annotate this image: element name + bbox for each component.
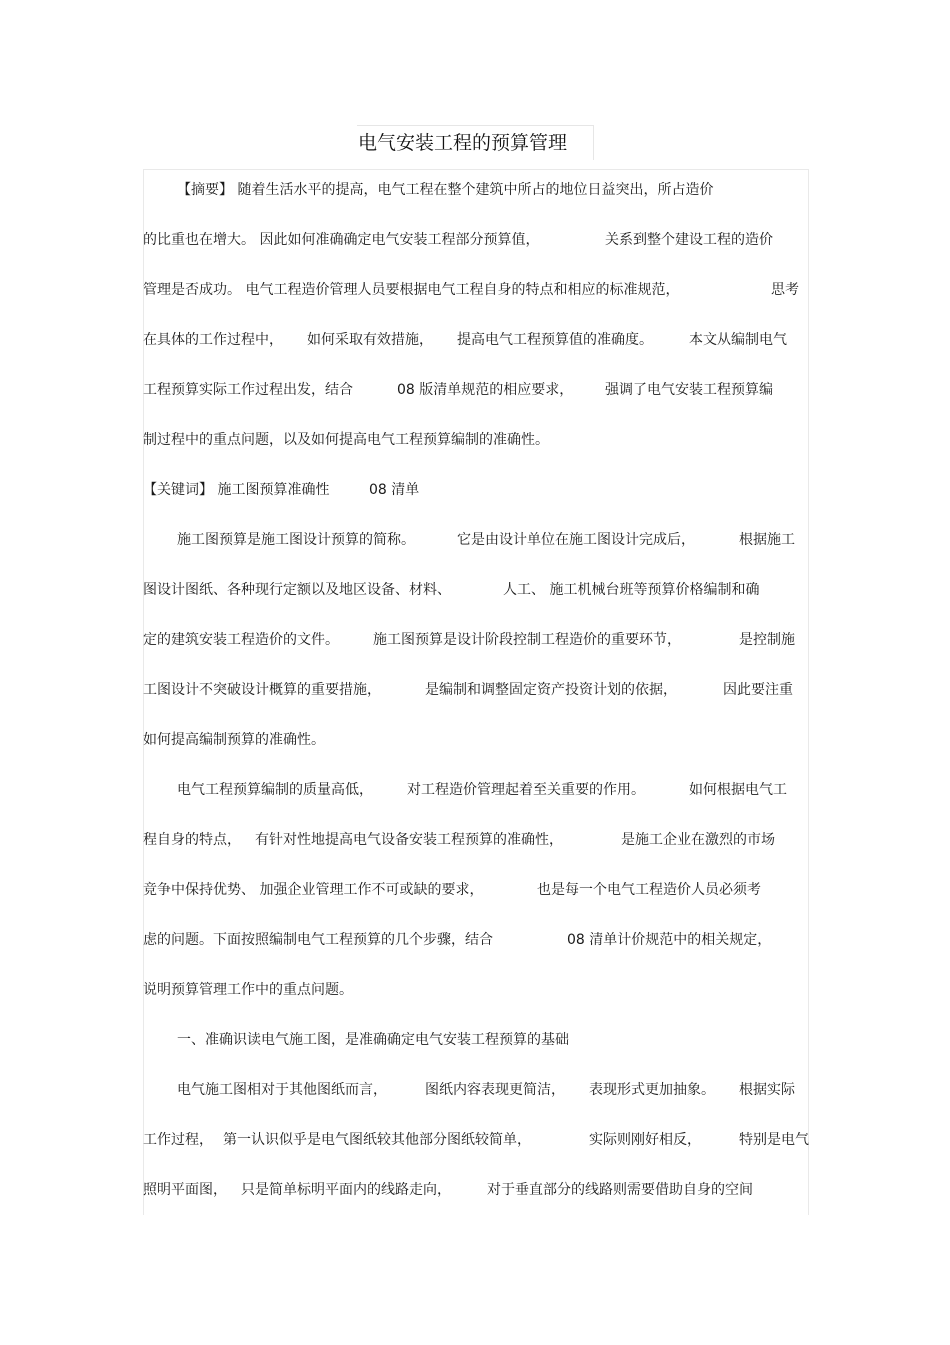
text-segment: 如何提高编制预算的准确性。: [143, 732, 325, 748]
text-line: [143, 428, 807, 452]
text-segment: 强调了电气安装工程预算编: [605, 382, 773, 398]
text-segment: 【摘要】 随着生活水平的提高，电气工程在整个建筑中所占的地位日益突出，所占造价: [177, 182, 714, 198]
text-segment: 【关键词】 施工图预算准确性: [143, 482, 330, 498]
text-segment: 程自身的特点，: [143, 832, 241, 848]
text-segment: 08 清单计价规范中的相关规定，: [567, 932, 772, 948]
text-segment: 08 版清单规范的相应要求，: [397, 382, 574, 398]
text-line: [143, 578, 807, 602]
text-segment: 人工、 施工机械台班等预算价格编制和确: [503, 582, 760, 598]
text-line: [143, 978, 807, 1002]
text-segment: 根据施工: [739, 532, 795, 548]
text-segment: 虑的问题。下面按照编制电气工程预算的几个步骤，结合: [143, 932, 493, 948]
text-segment: 一、准确识读电气施工图，是准确确定电气安装工程预算的基础: [177, 1032, 569, 1048]
text-line: [143, 278, 807, 302]
text-line: [143, 628, 807, 652]
text-segment: 图设计图纸、各种现行定额以及地区设备、材料、: [143, 582, 451, 598]
text-line: [143, 678, 807, 702]
text-segment: 它是由设计单位在施工图设计完成后，: [457, 532, 695, 548]
text-segment: 工程预算实际工作过程出发，结合: [143, 382, 353, 398]
text-segment: 电气工程预算编制的质量高低，: [177, 782, 373, 798]
text-line: [143, 1128, 807, 1152]
text-line: [143, 778, 807, 802]
text-segment: 管理是否成功。 电气工程造价管理人员要根据电气工程自身的特点和相应的标准规范，: [143, 282, 680, 298]
text-segment: 说明预算管理工作中的重点问题。: [143, 982, 353, 998]
text-segment: 本文从编制电气: [689, 332, 787, 348]
text-segment: 工图设计不突破设计概算的重要措施，: [143, 682, 381, 698]
text-segment: 制过程中的重点问题，以及如何提高电气工程预算编制的准确性。: [143, 432, 549, 448]
text-segment: 如何采取有效措施，: [307, 332, 433, 348]
text-segment: 因此要注重: [723, 682, 793, 698]
text-line: [143, 478, 807, 502]
text-line: [143, 178, 807, 202]
text-segment: 是编制和调整固定资产投资计划的依据，: [425, 682, 677, 698]
text-segment: 实际则刚好相反，: [589, 1132, 701, 1148]
text-segment: 竞争中保持优势、 加强企业管理工作不可或缺的要求，: [143, 882, 484, 898]
text-line: [143, 1028, 807, 1052]
text-segment: 如何根据电气工: [689, 782, 787, 798]
text-segment: 只是简单标明平面内的线路走向，: [241, 1182, 451, 1198]
text-segment: 施工图预算是施工图设计预算的简称。: [177, 532, 415, 548]
text-segment: 有针对性地提高电气设备安装工程预算的准确性，: [255, 832, 563, 848]
text-segment: 是控制施: [739, 632, 795, 648]
text-line: [143, 928, 807, 952]
text-segment: 表现形式更加抽象。: [589, 1082, 715, 1098]
text-segment: 电气施工图相对于其他图纸而言，: [177, 1082, 387, 1098]
text-segment: 对于垂直部分的线路则需要借助自身的空间: [487, 1182, 753, 1198]
text-line: [143, 728, 807, 752]
text-segment: 的比重也在增大。 因此如何准确确定电气安装工程部分预算值，: [143, 232, 540, 248]
text-line: [143, 378, 807, 402]
text-segment: 也是每一个电气工程造价人员必须考: [537, 882, 761, 898]
text-line: [143, 1178, 807, 1202]
text-segment: 思考: [771, 282, 799, 298]
text-segment: 根据实际: [739, 1082, 795, 1098]
text-segment: 08 清单: [369, 482, 420, 498]
text-segment: 是施工企业在激烈的市场: [621, 832, 775, 848]
text-line: [143, 828, 807, 852]
text-line: [143, 1078, 807, 1102]
text-segment: 特别是电气: [739, 1132, 809, 1148]
document-title: 电气安装工程的预算管理: [358, 132, 568, 154]
text-line: [143, 528, 807, 552]
text-line: [143, 878, 807, 902]
text-segment: 定的建筑安装工程造价的文件。: [143, 632, 339, 648]
text-segment: 提高电气工程预算值的准确度。: [457, 332, 653, 348]
text-segment: 在具体的工作过程中，: [143, 332, 283, 348]
text-segment: 施工图预算是设计阶段控制工程造价的重要环节，: [373, 632, 681, 648]
text-segment: 对工程造价管理起着至关重要的作用。: [407, 782, 645, 798]
text-segment: 第一认识似乎是电气图纸较其他部分图纸较简单，: [223, 1132, 531, 1148]
text-line: [143, 228, 807, 252]
text-segment: 关系到整个建设工程的造价: [605, 232, 773, 248]
text-segment: 图纸内容表现更简洁，: [425, 1082, 565, 1098]
text-segment: 工作过程，: [143, 1132, 213, 1148]
text-segment: 照明平面图，: [143, 1182, 227, 1198]
text-line: [143, 328, 807, 352]
